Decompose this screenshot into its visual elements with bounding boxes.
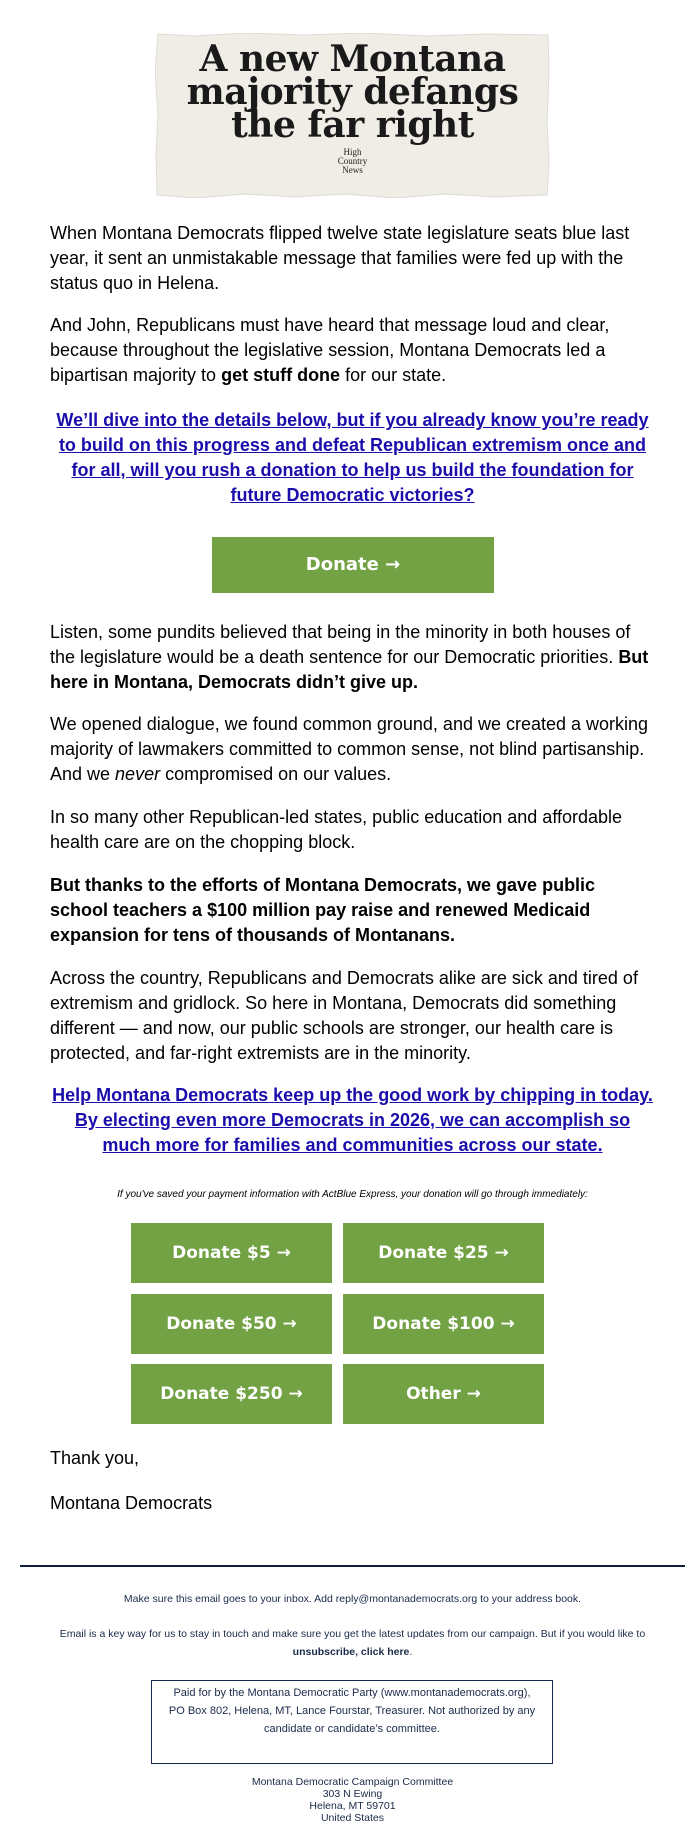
signature: Montana Democrats [50, 1493, 213, 1513]
unsubscribe-link[interactable]: unsubscribe, click here [292, 1646, 410, 1658]
donate-250-button[interactable]: Donate $250 → [131, 1364, 332, 1424]
donate-50-button[interactable]: Donate $50 → [131, 1294, 332, 1354]
inbox-note: Make sure this email goes to your inbox. Add reply@montanademocrats.org to your address book. [123, 1593, 582, 1605]
italic-text: never [115, 764, 161, 784]
mailing-address [50, 1776, 655, 1824]
hero-title-line: the far right [231, 104, 474, 146]
hero-title-line: A new Montana [199, 38, 506, 80]
hero-headline-image [155, 33, 550, 198]
donate-link-primary[interactable]: We’ll dive into the details below, but if you already know you’re ready to build on this progress and defeat Republican extremism once and for all, will you rush a donation to help us build the foundation for future Democratic victories? [56, 410, 649, 505]
address-line: Helena, MT 59701 [309, 1800, 396, 1812]
hero-title-line: majority defangs [186, 71, 519, 113]
bold-text: get stuff done [221, 365, 341, 385]
paragraph-bipartisan [50, 313, 655, 388]
text-span: And John, Republicans must have heard that message loud and clear, because throughout the legislative session, Montana Democrats led a bipartisan majority to [50, 315, 610, 385]
address-line: United States [320, 1812, 385, 1824]
text-span: We opened dialogue, we found common ground, and we created a working majority of lawmakers committed to common sense, not blind partisanship. And we [50, 714, 649, 784]
donate-other-button[interactable]: Other → [343, 1364, 544, 1424]
stay-in-touch-note [50, 1625, 655, 1661]
bold-text: But here in Montana, Democrats didn’t give up. [50, 647, 649, 692]
paragraph-pundits [50, 620, 655, 695]
paragraph-dialogue [50, 712, 655, 787]
text-span: compromised on our values. [160, 764, 392, 784]
donate-25-button[interactable]: Donate $25 → [343, 1223, 544, 1283]
actblue-express-note: If you've saved your payment information with ActBlue Express, your donation will go through immediately: [117, 1189, 588, 1200]
logo-line: News [342, 165, 363, 175]
paragraph-across-country: Across the country, Republicans and Democrats alike are sick and tired of extremism and gridlock. So here in Montana, Democrats did something different — and now, our public schools are stronger, our health care is protected, and far-right extremists are in the minority. [50, 968, 638, 1063]
footer-divider [20, 1565, 685, 1567]
text-span: for our state. [340, 365, 447, 385]
paragraph-intro: When Montana Democrats flipped twelve state legislature seats blue last year, it sent an unmistakable message that families were fed up with the status quo in Helena. [50, 223, 630, 293]
text-span: Email is a key way for us to stay in touch and make sure you get the latest updates from our campaign. But if you would like to [59, 1628, 646, 1640]
donate-link-secondary[interactable]: Help Montana Democrats keep up the good work by chipping in today. By electing even more Democrats in 2026, we can accomplish so much more for families and communities across our state. [52, 1085, 653, 1155]
paragraph-other-states: In so many other Republican-led states, public education and affordable health care are on the chopping block. [50, 807, 623, 852]
hero-title [155, 38, 550, 146]
address-line: Montana Democratic Campaign Committee [251, 1776, 454, 1788]
donate-5-button[interactable]: Donate $5 → [131, 1223, 332, 1283]
signoff: Thank you, [50, 1448, 140, 1468]
donate-100-button[interactable]: Donate $100 → [343, 1294, 544, 1354]
text-span: . [409, 1646, 413, 1658]
paid-for-disclaimer: Paid for by the Montana Democratic Party (www.montanademocrats.org), PO Box 802, Helena, MT, Lance Fourstar, Treasurer. Not authorized by any candidate or candidate’s committee. [151, 1680, 553, 1764]
donate-button[interactable]: Donate → [212, 537, 494, 593]
address-line: 303 N Ewing [322, 1788, 383, 1800]
logo-line: High [343, 147, 362, 157]
paragraph-achievements: But thanks to the efforts of Montana Democrats, we gave public school teachers a $100 million pay raise and renewed Medicaid expansion for tens of thousands of Montanans. [50, 875, 596, 945]
high-country-news-logo [155, 148, 550, 175]
logo-line: Country [337, 156, 368, 166]
text-span: Listen, some pundits believed that being in the minority in both houses of the legislature would be a death sentence for our Democratic priorities. [50, 622, 631, 667]
